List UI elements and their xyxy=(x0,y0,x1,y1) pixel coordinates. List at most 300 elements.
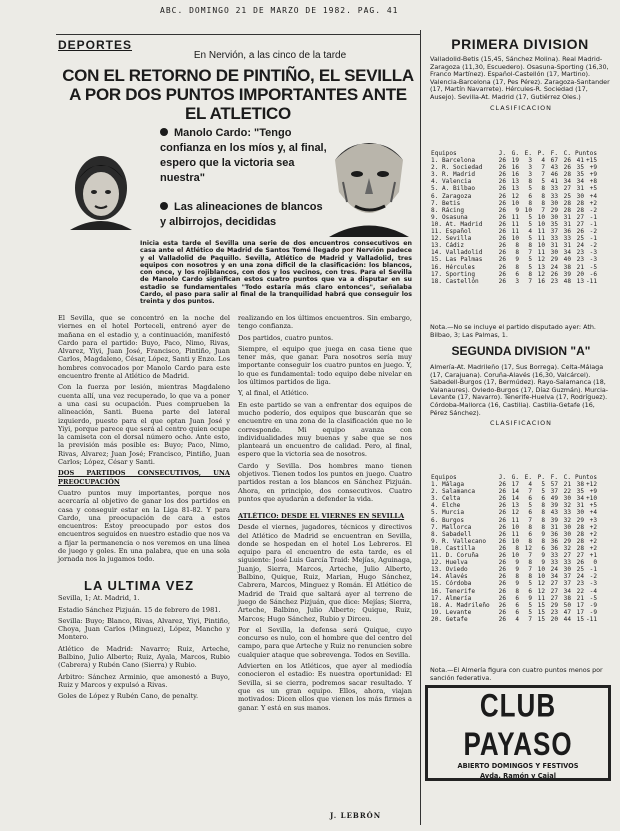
table-cell: 26 xyxy=(498,277,506,285)
table-cell: 35 xyxy=(550,220,558,228)
table-cell: 8 xyxy=(541,199,545,207)
table-cell: 15 xyxy=(537,608,545,616)
table-cell: 9 xyxy=(528,594,532,602)
table-row xyxy=(430,545,598,552)
article-column-2 xyxy=(238,314,412,506)
paragraph: Desde el viernes, jugadores, técnicos y directivos del Atlético de Madrid se encuentran en Sevilla, donde se hospedan en el hotel Los Lebreros. El equipo para el encuentro de esta tarde, es el siguiente: José Luis García Traid: Mejías, Aguinaga, Juanjo, Sierra, Marcos, Arteche, Julio Alberto, Balbino, Quique, Ruiz, Marian, Hugo Sánchez, Cabrera, Marcos, Minguez y Román. El Atlético de Madrid de Traid que saltará ayer al terreno de juego de Sánchez Pizjuán, que dice: Mejías; Sierra, Arteche, Balbino, Julio Alberto; Quique, Ruiz, Marcos; Hugo Sánchez, Rubio y Dirceu. xyxy=(238,523,412,623)
table-cell: 12. Huelva xyxy=(431,559,468,567)
table-cell: -11 xyxy=(586,277,598,285)
table-cell: 26 xyxy=(498,495,506,503)
table-cell: 8 xyxy=(528,537,532,545)
table-cell: +9 xyxy=(589,164,598,172)
table-cell: 5 xyxy=(528,502,532,510)
table-row xyxy=(430,242,598,249)
table-row xyxy=(430,595,598,602)
table-cell: 26 xyxy=(498,242,506,250)
table-cell: 27 xyxy=(576,213,584,221)
table-cell: 13 xyxy=(511,178,519,186)
table-cell: 22 xyxy=(576,587,584,595)
table-cell: 1. Barcelona xyxy=(431,157,476,165)
table-cell: 26 xyxy=(498,263,506,271)
table-cell: -3 xyxy=(589,580,598,588)
table-cell: 27 xyxy=(550,580,558,588)
column-header: F. xyxy=(550,474,558,481)
table-cell: 26 xyxy=(498,171,506,179)
table-cell: 16. Tenerife xyxy=(431,587,476,595)
table-cell: -1 xyxy=(589,566,598,574)
table-cell: 26 xyxy=(498,573,506,581)
table-cell: 11. D. Coruña xyxy=(431,552,479,560)
table-row xyxy=(430,566,598,573)
last-time-line: Goles de López y Rubén Cano, de penalty. xyxy=(58,692,199,701)
table-cell: 28 xyxy=(576,199,584,207)
table-cell: 19. Levante xyxy=(431,608,472,616)
top-rule xyxy=(56,34,420,35)
table-row xyxy=(430,264,598,271)
table-cell: 11 xyxy=(511,220,519,228)
table-cell: +2 xyxy=(589,537,598,545)
table-cell: 17 xyxy=(511,481,519,489)
table-cell: 33 xyxy=(550,552,558,560)
table-row xyxy=(430,221,598,228)
table-cell: 17. Sporting xyxy=(431,270,476,278)
table-cell: 20 xyxy=(576,270,584,278)
table-cell: 5 xyxy=(541,488,545,496)
table-cell: 23 xyxy=(550,277,558,285)
table-row xyxy=(430,552,598,559)
table-cell: 26 xyxy=(498,559,506,567)
table-row xyxy=(430,185,598,192)
table-cell: 21 xyxy=(576,594,584,602)
table-cell: 10 xyxy=(537,220,545,228)
table-cell: 9 xyxy=(515,566,519,574)
table-row xyxy=(430,602,598,609)
table-cell: 26 xyxy=(498,164,506,172)
table-cell: -1 xyxy=(589,220,598,228)
table-cell: 37 xyxy=(550,228,558,236)
table-cell: 26 xyxy=(498,544,506,552)
table-row xyxy=(430,531,598,538)
table-cell: 6 xyxy=(515,601,519,609)
table-cell: 26 xyxy=(498,213,506,221)
table-cell: 6 xyxy=(515,608,519,616)
table-cell: 7 xyxy=(528,277,532,285)
segunda-standings xyxy=(430,474,598,623)
table-row xyxy=(430,228,598,235)
portrait-cardo xyxy=(64,140,138,230)
paragraph: realizando en los últimos encuentros. Sin embargo, tengo confianza. xyxy=(238,314,412,331)
table-cell: 29 xyxy=(563,537,571,545)
table-cell: 10 xyxy=(511,523,519,531)
table-cell: 23 xyxy=(576,249,584,257)
table-cell: 3. R. Madrid xyxy=(431,171,476,179)
table-cell: 26 xyxy=(498,566,506,574)
table-cell: 26 xyxy=(498,488,506,496)
table-cell: 33 xyxy=(550,192,558,200)
column-header: Equipos xyxy=(431,150,457,157)
table-cell: 29 xyxy=(576,516,584,524)
table-cell: 24 xyxy=(550,566,558,574)
table-row xyxy=(430,616,598,623)
table-cell: 5 xyxy=(528,213,532,221)
paragraph: Por el Sevilla, la defensa será Quique, cuyo concurso es nulo, con el hombre que del centro del campo, para que Arteche y Ruiz no renuncien sobre cualquier ataque que sobrevenga. Todos en Sevilla. xyxy=(238,625,412,659)
table-cell: 19 xyxy=(511,157,519,165)
table-cell: 11. Español xyxy=(431,228,472,236)
table-cell: 4 xyxy=(541,157,545,165)
table-cell: 5 xyxy=(528,235,532,243)
last-time-box xyxy=(58,580,230,704)
ad-hours: ABIERTO DOMINGOS Y FESTIVOS xyxy=(457,762,579,770)
table-cell: 8 xyxy=(541,502,545,510)
table-cell: 23 xyxy=(550,608,558,616)
table-cell: 32 xyxy=(563,516,571,524)
table-row xyxy=(430,249,598,256)
table-cell: 6 xyxy=(541,495,545,503)
table-cell: 31 xyxy=(563,242,571,250)
table-header-row xyxy=(430,474,598,481)
table-cell: 26 xyxy=(498,502,506,510)
subheading: ATLÉTICO: DESDE EL VIERNES EN SEVILLA xyxy=(238,512,405,520)
table-cell: 31 xyxy=(563,220,571,228)
table-cell: -5 xyxy=(589,263,598,271)
table-cell: 6 xyxy=(528,530,532,538)
table-cell: 13 xyxy=(576,277,584,285)
table-cell: 18. Castellón xyxy=(431,277,479,285)
table-cell: 13. Oviedo xyxy=(431,566,468,574)
table-cell: 24 xyxy=(576,573,584,581)
table-cell: +1 xyxy=(589,552,598,560)
table-cell: 0 xyxy=(593,559,598,567)
last-time-line: Sevilla, 1; At. Madrid, 1. xyxy=(58,594,140,603)
portrait-coach xyxy=(325,122,413,237)
table-cell: 26 xyxy=(498,228,506,236)
table-cell: 6 xyxy=(528,192,532,200)
table-cell: 6. Burgos xyxy=(431,516,465,524)
paragraph: Advierten en los Atléticos, que ayer al mediodía conocieron el estadio: Es nuestra oportunidad: El Sevilla, si se cierra, podremos sacar resultado. Y que es un gran equipo. Ellos, ahora, viajan motivados: Dicen ellos que vienen los más firmes a ganar. Y está en sus manos. xyxy=(238,662,412,712)
table-cell: 3 xyxy=(528,171,532,179)
table-cell: 28 xyxy=(563,199,571,207)
table-cell: +2 xyxy=(589,544,598,552)
table-cell: 30 xyxy=(576,192,584,200)
table-cell: 30 xyxy=(576,509,584,517)
table-cell: 30 xyxy=(550,213,558,221)
table-cell: 7 xyxy=(528,516,532,524)
table-cell: 26 xyxy=(498,509,506,517)
primera-note: Nota.—No se incluye el partido disputado ayer: Ath. Bilbao, 3; Las Palmas, 1. xyxy=(430,323,596,339)
table-cell: -4 xyxy=(589,587,598,595)
table-cell: 5 xyxy=(528,263,532,271)
table-cell: 8. Sabadell xyxy=(431,530,472,538)
table-cell: 12 xyxy=(537,580,545,588)
table-cell: 11 xyxy=(537,594,545,602)
table-cell: 33 xyxy=(550,185,558,193)
column-header: E. xyxy=(524,150,532,157)
table-cell: 9. R. Vallecano xyxy=(431,537,487,545)
table-cell: 30 xyxy=(550,199,558,207)
table-cell: 7. Mallorca xyxy=(431,523,472,531)
table-row xyxy=(430,609,598,616)
table-cell: 20 xyxy=(550,615,558,623)
table-cell: 8 xyxy=(541,537,545,545)
table-cell: 4. Valencia xyxy=(431,178,472,186)
table-cell: 67 xyxy=(550,157,558,165)
table-cell: 14 xyxy=(511,488,519,496)
table-cell: 36 xyxy=(550,530,558,538)
table-cell: +10 xyxy=(586,495,598,503)
table-row xyxy=(430,278,598,285)
table-cell: 27 xyxy=(563,185,571,193)
table-cell: 18. A. Madrileño xyxy=(431,601,490,609)
table-cell: 8. Rácing xyxy=(431,206,465,214)
paragraph: Siempre, el equipo que juega en casa tiene que tener más, que ganar. Para nosotros sería muy importante conseguir los cuatro puntos en juego. Y, lo que es fundamental: todo equipo debe nivelar en los últimos partidos de liga. xyxy=(238,344,412,387)
table-cell: 8 xyxy=(515,263,519,271)
table-row xyxy=(430,256,598,263)
table-cell: 4 xyxy=(528,481,532,489)
table-row xyxy=(430,559,598,566)
table-cell: 12 xyxy=(537,587,545,595)
section-label: DEPORTES xyxy=(58,38,133,52)
table-cell: 26 xyxy=(498,249,506,257)
table-cell: 8 xyxy=(515,573,519,581)
table-cell: 31 xyxy=(563,213,571,221)
pull-quote-text: Las alineaciones de blancos y albirrojos, decididas xyxy=(160,201,323,228)
column-header: Puntos xyxy=(575,150,598,157)
table-cell: 26 xyxy=(498,192,506,200)
table-cell: 43 xyxy=(550,509,558,517)
table-cell: 14. Alavés xyxy=(431,573,468,581)
table-cell: +2 xyxy=(589,199,598,207)
table-cell: 36 xyxy=(563,228,571,236)
table-cell: 21 xyxy=(563,481,571,489)
table-cell: 30 xyxy=(563,566,571,574)
table-cell: 57 xyxy=(550,481,558,489)
table-header-row xyxy=(430,150,598,157)
table-cell: 13 xyxy=(511,185,519,193)
table-cell: 26 xyxy=(563,157,571,165)
table-cell: 8 xyxy=(528,178,532,186)
table-cell: 10 xyxy=(537,573,545,581)
table-cell: 11 xyxy=(511,213,519,221)
paragraph: Dos partidos, cuatro puntos. xyxy=(238,333,334,342)
paragraph: Cuatro puntos muy importantes, porque nos acercaría al objetivo de ganar los dos partidos en casa y conseguir estar en la Liga 81-82. Y para Cardo, una preocupación de cara a estos encuentros: Estoy preocupado por estos dos encuentros seguidos en nuestro estadio que nos va a fijar la permanencia o nos veremos en una línea de juego y goles. En una palabra, que en una sola jornada nos la jugamos todo. xyxy=(58,488,230,564)
column-header: G. xyxy=(511,150,519,157)
table-cell: 6 xyxy=(528,509,532,517)
table-cell: 7 xyxy=(541,164,545,172)
table-cell: 48 xyxy=(563,277,571,285)
table-cell: 26 xyxy=(498,601,506,609)
table-cell: 9 xyxy=(541,559,545,567)
table-cell: -2 xyxy=(589,242,598,250)
table-cell: 2. R. Sociedad xyxy=(431,164,483,172)
table-cell: 5 xyxy=(528,608,532,616)
primera-title: PRIMERA DIVISION xyxy=(451,36,589,52)
table-cell: 6 xyxy=(515,270,519,278)
table-cell: -6 xyxy=(589,270,598,278)
table-cell: 3 xyxy=(528,157,532,165)
table-cell: 4 xyxy=(528,228,532,236)
table-cell: 26 xyxy=(498,587,506,595)
last-time-line: Atlético de Madrid: Navarro; Ruiz, Arteche, Balbino, Julio Alberto; Ruiz, Ayala, Marcos, Rubio (Cabrera) y Rubén Cano (Sierra) y Rubio. xyxy=(58,644,230,670)
table-cell: 36 xyxy=(550,537,558,545)
table-cell: 8 xyxy=(515,544,519,552)
table-cell: 9 xyxy=(515,580,519,588)
table-cell: 11 xyxy=(537,235,545,243)
column-header: C. xyxy=(563,150,571,157)
table-cell: 46 xyxy=(550,171,558,179)
table-cell: 11 xyxy=(537,249,545,257)
table-cell: 7 xyxy=(541,171,545,179)
table-cell: +12 xyxy=(586,481,598,489)
table-cell: 39 xyxy=(550,502,558,510)
table-cell: 50 xyxy=(563,601,571,609)
table-cell: 13. Cádiz xyxy=(431,242,465,250)
table-cell: 26 xyxy=(498,235,506,243)
table-cell: 8 xyxy=(515,249,519,257)
clasificacion-label: CLASIFICACION xyxy=(490,419,552,428)
table-cell: 28 xyxy=(563,206,571,214)
table-cell: -5 xyxy=(589,594,598,602)
paragraph: Cardo y Sevilla. Dos hombres mano tienen objetivos. Tienen todos los puntos en juego. Cuatro partidos restan a los blancos en Sánchez Pizjuán. Ahora, en principio, dos consecutivos. Cuatro puntos que ayudarán a defender la vida. xyxy=(238,461,412,503)
table-cell: -11 xyxy=(586,615,598,623)
table-cell: +5 xyxy=(589,502,598,510)
table-cell: 35 xyxy=(576,164,584,172)
table-cell: -3 xyxy=(589,256,598,264)
table-cell: 10 xyxy=(524,206,532,214)
table-cell: 31 xyxy=(550,523,558,531)
table-cell: 5 xyxy=(528,601,532,609)
table-cell: 23 xyxy=(576,580,584,588)
table-cell: 5 xyxy=(528,256,532,264)
table-cell: 32 xyxy=(563,502,571,510)
table-cell: 27 xyxy=(550,587,558,595)
table-cell: 8 xyxy=(528,199,532,207)
table-cell: +9 xyxy=(589,171,598,179)
table-row xyxy=(430,157,598,164)
table-cell: 38 xyxy=(563,263,571,271)
table-cell: 12 xyxy=(511,192,519,200)
table-cell: 5 xyxy=(541,178,545,186)
table-cell: 14 xyxy=(511,495,519,503)
column-header: C. xyxy=(563,474,571,481)
table-cell: +9 xyxy=(589,488,598,496)
table-cell: 31 xyxy=(576,185,584,193)
table-cell: 7 xyxy=(541,206,545,214)
table-cell: 12. Sevilla xyxy=(431,235,472,243)
clasificacion-label: CLASIFICACION xyxy=(490,103,552,112)
subheading: DOS PARTIDOS CONSECUTIVOS, UNA PREOCUPACIÓN xyxy=(58,469,230,486)
column-header: E. xyxy=(524,474,532,481)
table-cell: 38 xyxy=(576,481,584,489)
table-cell: 8 xyxy=(528,573,532,581)
table-cell: 47 xyxy=(563,608,571,616)
kicker: En Nervión, a las cinco de la tarde xyxy=(193,50,347,61)
table-cell: 10 xyxy=(511,552,519,560)
last-time-line: Árbitro: Sánchez Arminio, que amonestó a Buyo, Ruiz y Marcos y expulsó a Rivas. xyxy=(58,672,230,689)
table-cell: 26 xyxy=(498,552,506,560)
table-cell: 33 xyxy=(550,559,558,567)
table-cell: 27 xyxy=(576,552,584,560)
table-cell: 24 xyxy=(550,263,558,271)
byline: J. LEBRÓN xyxy=(330,811,382,820)
table-row xyxy=(430,538,598,545)
table-cell: 26 xyxy=(498,608,506,616)
table-cell: 5 xyxy=(528,580,532,588)
table-row xyxy=(430,214,598,221)
table-cell: 37 xyxy=(550,488,558,496)
table-cell: -9 xyxy=(589,601,598,609)
fixtures-text: Valladolid-Betis (15,45, Sánchez Molina). Real Madrid-Zaragoza (11,30, Escuedero). Osasuna-Sporting (16,30, Franco Martínez). Español-Castellón (17, Martino). Valencia-Barcelona (17, Pes Pérez). Zaragoza-Santander (17, Martín Navarrete). Hércules-R. Sociedad (17, Ausejo). Sevilla-At. Madrid (17, Gutiérrez Oles.) xyxy=(430,55,610,101)
segunda-fixtures xyxy=(430,364,612,430)
table-cell: 9 xyxy=(515,256,519,264)
table-cell: 26 xyxy=(498,157,506,165)
table-cell: -1 xyxy=(589,213,598,221)
table-cell: 30 xyxy=(563,530,571,538)
table-cell: 15. Las Palmas xyxy=(431,256,483,264)
table-row xyxy=(430,509,598,516)
table-cell: 26 xyxy=(498,206,506,214)
paragraph: El Sevilla, que se concentró en la noche del viernes en el hotel Porteceli, entrenó ayer de mañana en el estadio y, a continuación, manifestó Cardo para el partido: Buyo, Paco, Nimo, Rivas, Alvarez, Yiyi, Juan José, Francisco, Pintiño, Juan Carlos, Magdaleno, César, López, Santi y Enzo. Los hombres convocados por Manolo Cardo para este encuentro frente al Atlético de Madrid. xyxy=(58,314,230,381)
table-cell: 26 xyxy=(498,530,506,538)
table-cell: +2 xyxy=(589,530,598,538)
table-cell: 6 xyxy=(528,495,532,503)
table-cell: 8 xyxy=(528,523,532,531)
segunda-note: Nota.—El Almería figura con cuatro puntos menos por sanción federativa. xyxy=(430,666,603,682)
table-cell: 29 xyxy=(550,206,558,214)
table-cell: +4 xyxy=(589,509,598,517)
table-cell: 10. At. Madrid xyxy=(431,220,483,228)
table-cell: 8 xyxy=(541,185,545,193)
table-cell: 14. Valladolid xyxy=(431,249,483,257)
table-row xyxy=(430,573,598,580)
column-header: P. xyxy=(537,150,545,157)
table-cell: 7. Betis xyxy=(431,199,461,207)
table-cell: 26 xyxy=(498,220,506,228)
table-row xyxy=(430,271,598,278)
table-cell: 25 xyxy=(576,235,584,243)
table-cell: 28 xyxy=(576,523,584,531)
table-cell: 12 xyxy=(524,544,532,552)
table-cell: 8 xyxy=(515,242,519,250)
table-cell: 11 xyxy=(511,516,519,524)
table-cell: 5. Murcia xyxy=(431,509,465,517)
table-cell: 41 xyxy=(550,178,558,186)
table-cell: -2 xyxy=(589,206,598,214)
column-header: F. xyxy=(550,150,558,157)
table-cell: 34 xyxy=(563,249,571,257)
paragraph: Con la fuerza por lesión, mientras Magdaleno cuenta allí, una vez recuperado, lo que va a poner a una casi su ocupación. Pues comprueben la alineación, Santi. Buena parte del lateral izquierdo, puesto para el que optan Juan José y Yiyi, porque parece que será al centro quien ocupe la camiseta con el dorsal número ocho. Ante esto, la previsión más posible es: Buyo; Paco, Nimo, Rivas, Alvarez; Juan José; Francisco, Pintiño, Juan Carlos; López, César y Santi. xyxy=(58,383,230,467)
table-cell: 10. Castilla xyxy=(431,544,476,552)
table-cell: +2 xyxy=(589,523,598,531)
table-cell: 28 xyxy=(576,206,584,214)
table-cell: 8 xyxy=(528,242,532,250)
article-column-1 xyxy=(58,314,230,567)
primera-standings xyxy=(430,150,598,285)
table-cell: +5 xyxy=(589,185,598,193)
table-cell: 5. A. Bilbao xyxy=(431,185,476,193)
table-cell: 12 xyxy=(537,256,545,264)
table-cell: 25 xyxy=(576,566,584,574)
table-cell: 26 xyxy=(498,523,506,531)
table-row xyxy=(430,200,598,207)
table-cell: 30 xyxy=(563,523,571,531)
ad-name: CLUB PAYASO xyxy=(463,686,573,763)
pull-quote-text: Manolo Cardo: "Tengo confianza en los míos y, al final, espero que la victoria sea nuestra" xyxy=(160,127,327,184)
table-cell: 3 xyxy=(515,277,519,285)
ad-address: Avda. Ramón y Cajal xyxy=(480,772,556,780)
table-cell: 15 xyxy=(576,615,584,623)
table-cell: 34 xyxy=(576,178,584,186)
table-cell: 17 xyxy=(576,608,584,616)
